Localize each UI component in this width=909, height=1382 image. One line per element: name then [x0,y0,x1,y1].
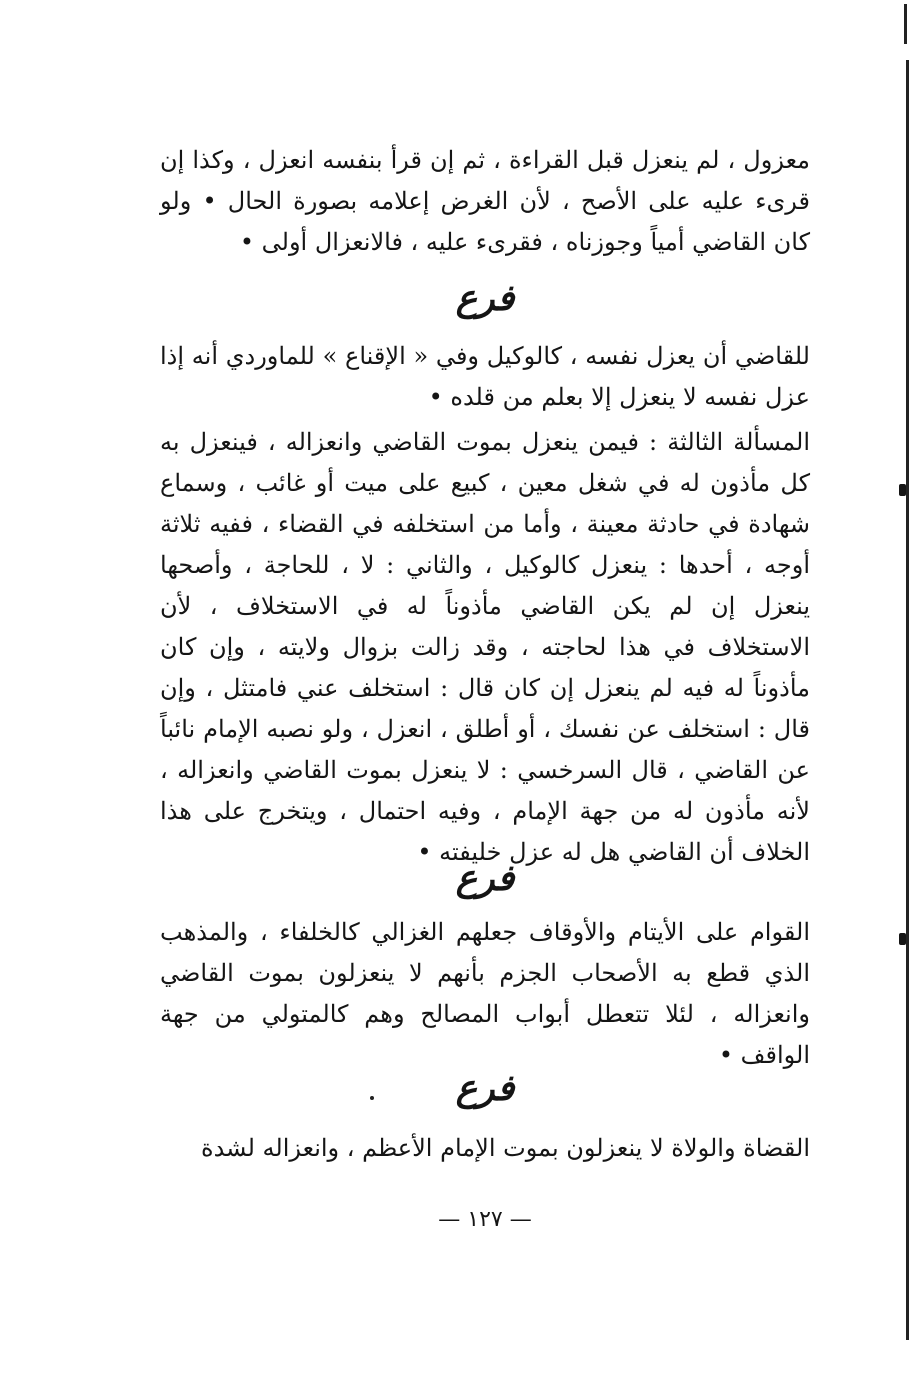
margin-mark [899,933,906,945]
paragraph-trustees [160,912,810,1076]
ink-speck [370,1096,374,1100]
paragraph-text: معزول ، لم ينعزل قبل القراءة ، ثم إن قرأ بنفسه انعزل ، وكذا إن قرىء عليه على الأصح ، لأن الغرض إعلامه بصورة الحال • ولو كان القاضي أمياً وجوزناه ، فقرىء عليه ، فالانعزال أولى • [160,146,810,256]
paragraph-text: القوام على الأيتام والأوقاف جعلهم الغزالي كالخلفاء ، والمذهب الذي قطع به الأصحاب الجزم بأنهم لا ينعزلون بموت القاضي وانعزاله ، لئلا تتعطل أبواب المصالح وهم كالمتولي من جهة الواقف • [160,918,810,1069]
paragraph-judges-governors [160,1128,810,1169]
paragraph-text: المسألة الثالثة : فيمن ينعزل بموت القاضي وانعزاله ، فينعزل به كل مأذون له في شغل معين ، كبيع على ميت أو غائب ، وسماع شهادة في حادثة معينة ، وأما من استخلفه في القضاء ، ففيه ثلاثة أوجه ، أحدها : ينعزل كالوكيل ، والثاني : لا ، للحاجة ، وأصحها ينعزل إن لم يكن القاضي مأذوناً له في الاستخلاف ، لأن الاستخلاف في هذا لحاجته ، وقد زالت بزوال ولايته ، وإن كان مأذوناً له فيه لم ينعزل إن كان قال : استخلف عني فامتثل ، وإن قال : استخلف عن نفسك ، أو أطلق ، انعزل ، ولو نصبه الإمام نائباً عن القاضي ، قال السرخسي : لا ينعزل بموت القاضي وانعزاله ، لأنه مأذون له من جهة الإمام ، وفيه احتمال ، ويتخرج على هذا الخلاف أن القاضي هل له عزل خليفته • [160,428,810,866]
section-heading-far: فرع [455,277,515,319]
page-number: — ١٢٧ — [438,1207,532,1232]
section-heading-far: فرع [455,857,515,899]
paragraph-text: للقاضي أن يعزل نفسه ، كالوكيل وفي « الإقناع » للماوردي أنه إذا عزل نفسه لا ينعزل إلا بعلم من قلده • [160,342,810,411]
section-heading-far: فرع [455,1067,515,1109]
paragraph-text: القضاة والولاة لا ينعزلون بموت الإمام الأعظم ، وانعزاله لشدة [201,1134,810,1162]
paragraph-third-issue [160,422,810,873]
page-edge-mark-top [904,4,907,44]
paragraph-continuation [160,140,810,263]
margin-mark [899,484,906,496]
paragraph-qadi-resign [160,336,810,418]
